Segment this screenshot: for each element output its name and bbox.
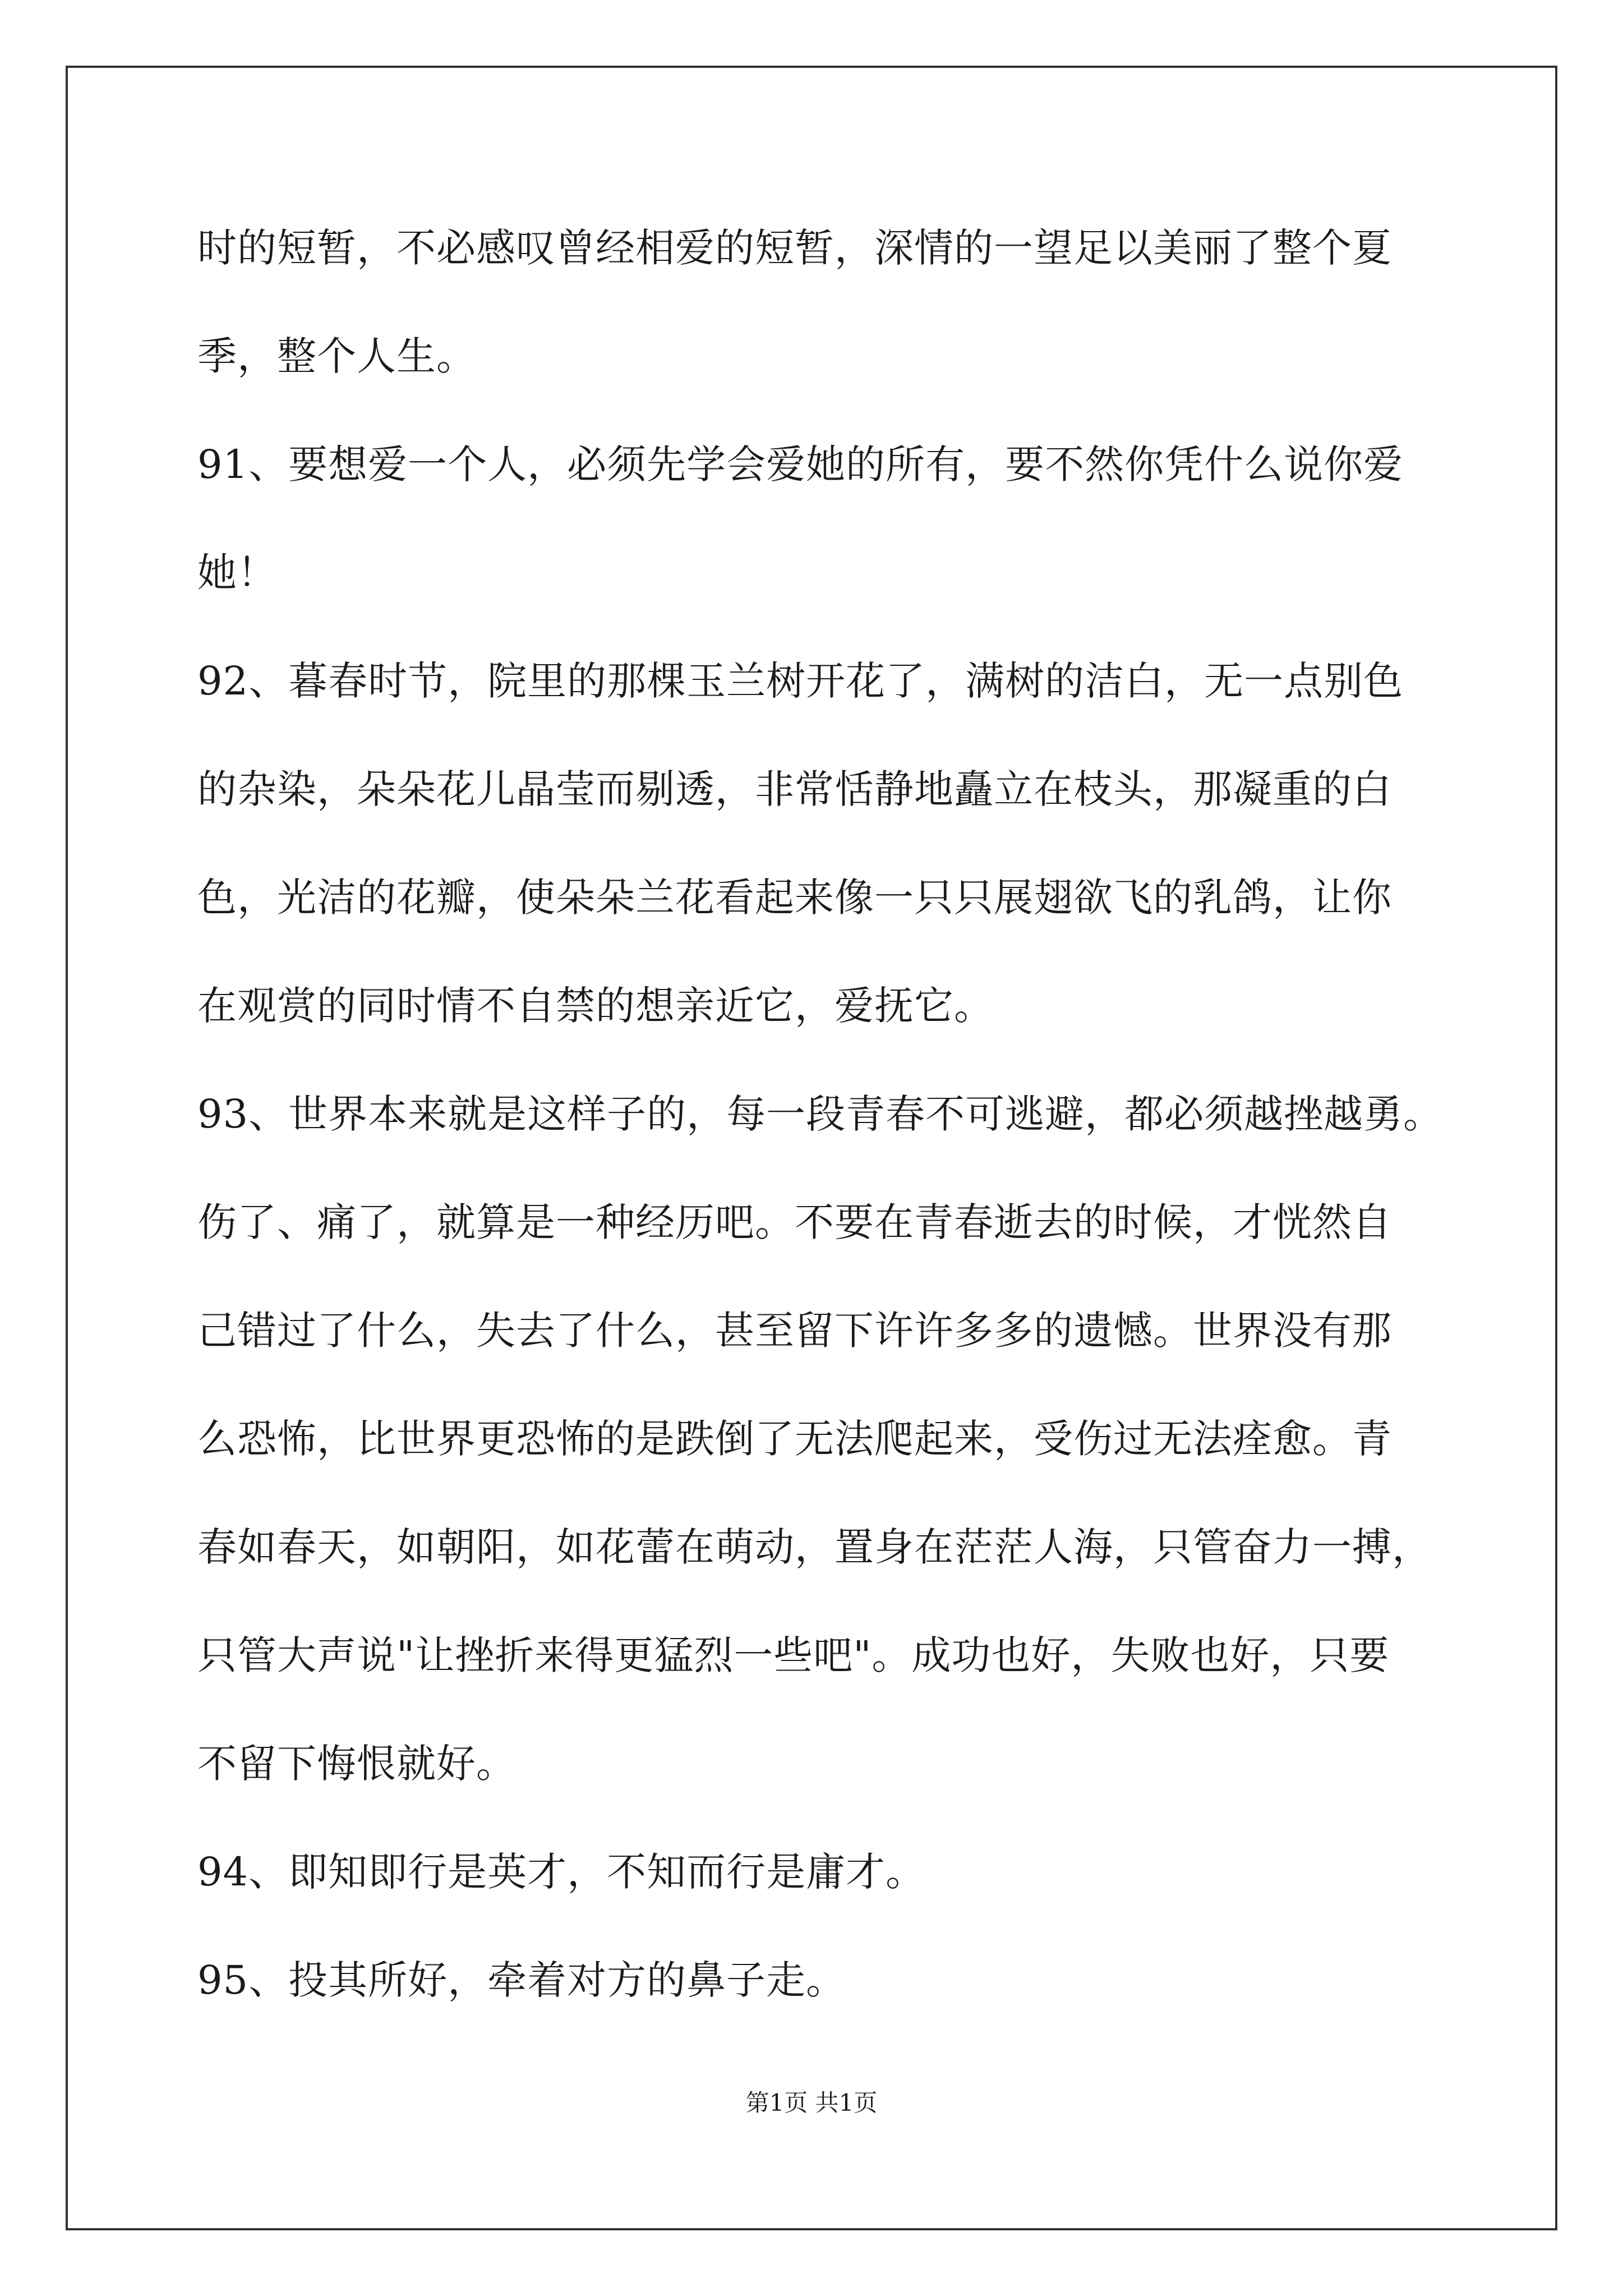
text-line: 在观赏的同时情不自禁的想亲近它，爱抚它。 [197,983,994,1029]
text-line: 91、要想爱一个人，必须先学会爱她的所有，要不然你凭什么说你爱 [197,441,1404,487]
text-line: 94、即知即行是英才，不知而行是庸才。 [197,1849,926,1895]
text-line: 她！ [197,550,277,596]
text-line: 伤了、痛了，就算是一种经历吧。不要在青春逝去的时候，才恍然自 [197,1199,1392,1245]
text-line: 95、投其所好，牵着对方的鼻子走。 [197,1957,846,2003]
text-line: 的杂染，朵朵花儿晶莹而剔透，非常恬静地矗立在枝头，那凝重的白 [197,766,1392,812]
page-border [66,66,1557,2230]
text-line: 不留下悔恨就好。 [197,1741,516,1787]
text-line: 只管大声说"让挫折来得更猛烈一些吧"。成功也好，失败也好，只要 [197,1632,1390,1678]
text-line: 己错过了什么，失去了什么，甚至留下许许多多的遗憾。世界没有那 [197,1308,1392,1354]
text-line: 春如春天，如朝阳，如花蕾在萌动，置身在茫茫人海，只管奋力一搏， [197,1524,1432,1570]
text-line: 时的短暂，不必感叹曾经相爱的短暂，深情的一望足以美丽了整个夏 [197,225,1392,271]
text-line: 93、世界本来就是这样子的，每一段青春不可逃避，都必须越挫越勇。 [197,1091,1444,1137]
text-line: 色，光洁的花瓣，使朵朵兰花看起来像一只只展翅欲飞的乳鸽，让你 [197,875,1392,921]
text-line: 么恐怖，比世界更恐怖的是跌倒了无法爬起来，受伤过无法痊愈。青 [197,1416,1392,1462]
text-line: 季，整个人生。 [197,333,476,379]
page-number-footer: 第1页 共1页 [745,2089,878,2116]
text-line: 92、暮春时节，院里的那棵玉兰树开花了，满树的洁白，无一点别色 [197,658,1404,704]
